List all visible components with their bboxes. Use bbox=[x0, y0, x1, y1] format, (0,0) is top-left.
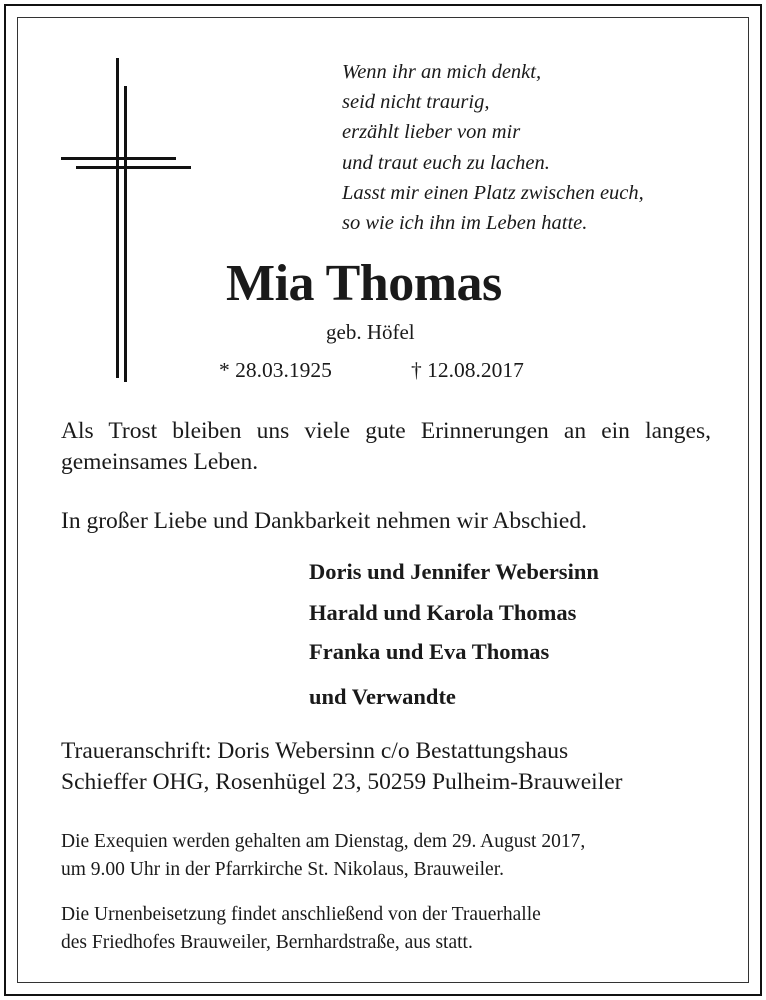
mourner-line: Doris und Jennifer Webersinn bbox=[309, 559, 599, 584]
service-line: um 9.00 Uhr in der Pfarrkirche St. Nikolaus, Brauweiler. bbox=[61, 859, 504, 880]
poem-line: Wenn ihr an mich denkt, bbox=[342, 61, 542, 83]
poem-line: seid nicht traurig, bbox=[342, 91, 490, 114]
poem-line: so wie ich ihn im Leben hatte. bbox=[342, 212, 588, 235]
mourning-address bbox=[61, 736, 721, 798]
address-line: Traueranschrift: Doris Webersinn c/o Bestattungshaus bbox=[61, 738, 569, 764]
consolation-paragraph: Als Trost bleiben uns viele gute Erinnerungen an ein langes, gemeinsames Leben. bbox=[61, 418, 711, 475]
mourner-line: Franka und Eva Thomas bbox=[309, 639, 550, 664]
address-line: Schieffer OHG, Rosenhügel 23, 50259 Pulheim-Brauweiler bbox=[61, 769, 623, 795]
mourner-line: und Verwandte bbox=[309, 684, 456, 709]
service-info bbox=[61, 828, 721, 884]
burial-line: des Friedhofes Brauweiler, Bernhardstraße, aus statt. bbox=[61, 932, 473, 953]
birth-date: * 28.03.1925 bbox=[219, 358, 332, 382]
burial-info bbox=[61, 901, 721, 957]
poem bbox=[342, 57, 722, 238]
poem-line: und traut euch zu lachen. bbox=[342, 151, 550, 174]
deceased-name: Mia Thomas bbox=[226, 255, 502, 312]
burial-line: Die Urnenbeisetzung findet anschließend von der Trauerhalle bbox=[61, 904, 541, 925]
poem-line: erzählt lieber von mir bbox=[342, 121, 521, 144]
poem-line: Lasst mir einen Platz zwischen euch, bbox=[342, 181, 644, 204]
service-line: Die Exequien werden gehalten am Dienstag, dem 29. August 2017, bbox=[61, 831, 586, 852]
farewell-paragraph: In großer Liebe und Dankbarkeit nehmen wir Abschied. bbox=[61, 508, 587, 534]
death-date: † 12.08.2017 bbox=[411, 358, 524, 382]
mourner-line: Harald und Karola Thomas bbox=[309, 600, 577, 625]
maiden-name: geb. Höfel bbox=[326, 320, 415, 344]
